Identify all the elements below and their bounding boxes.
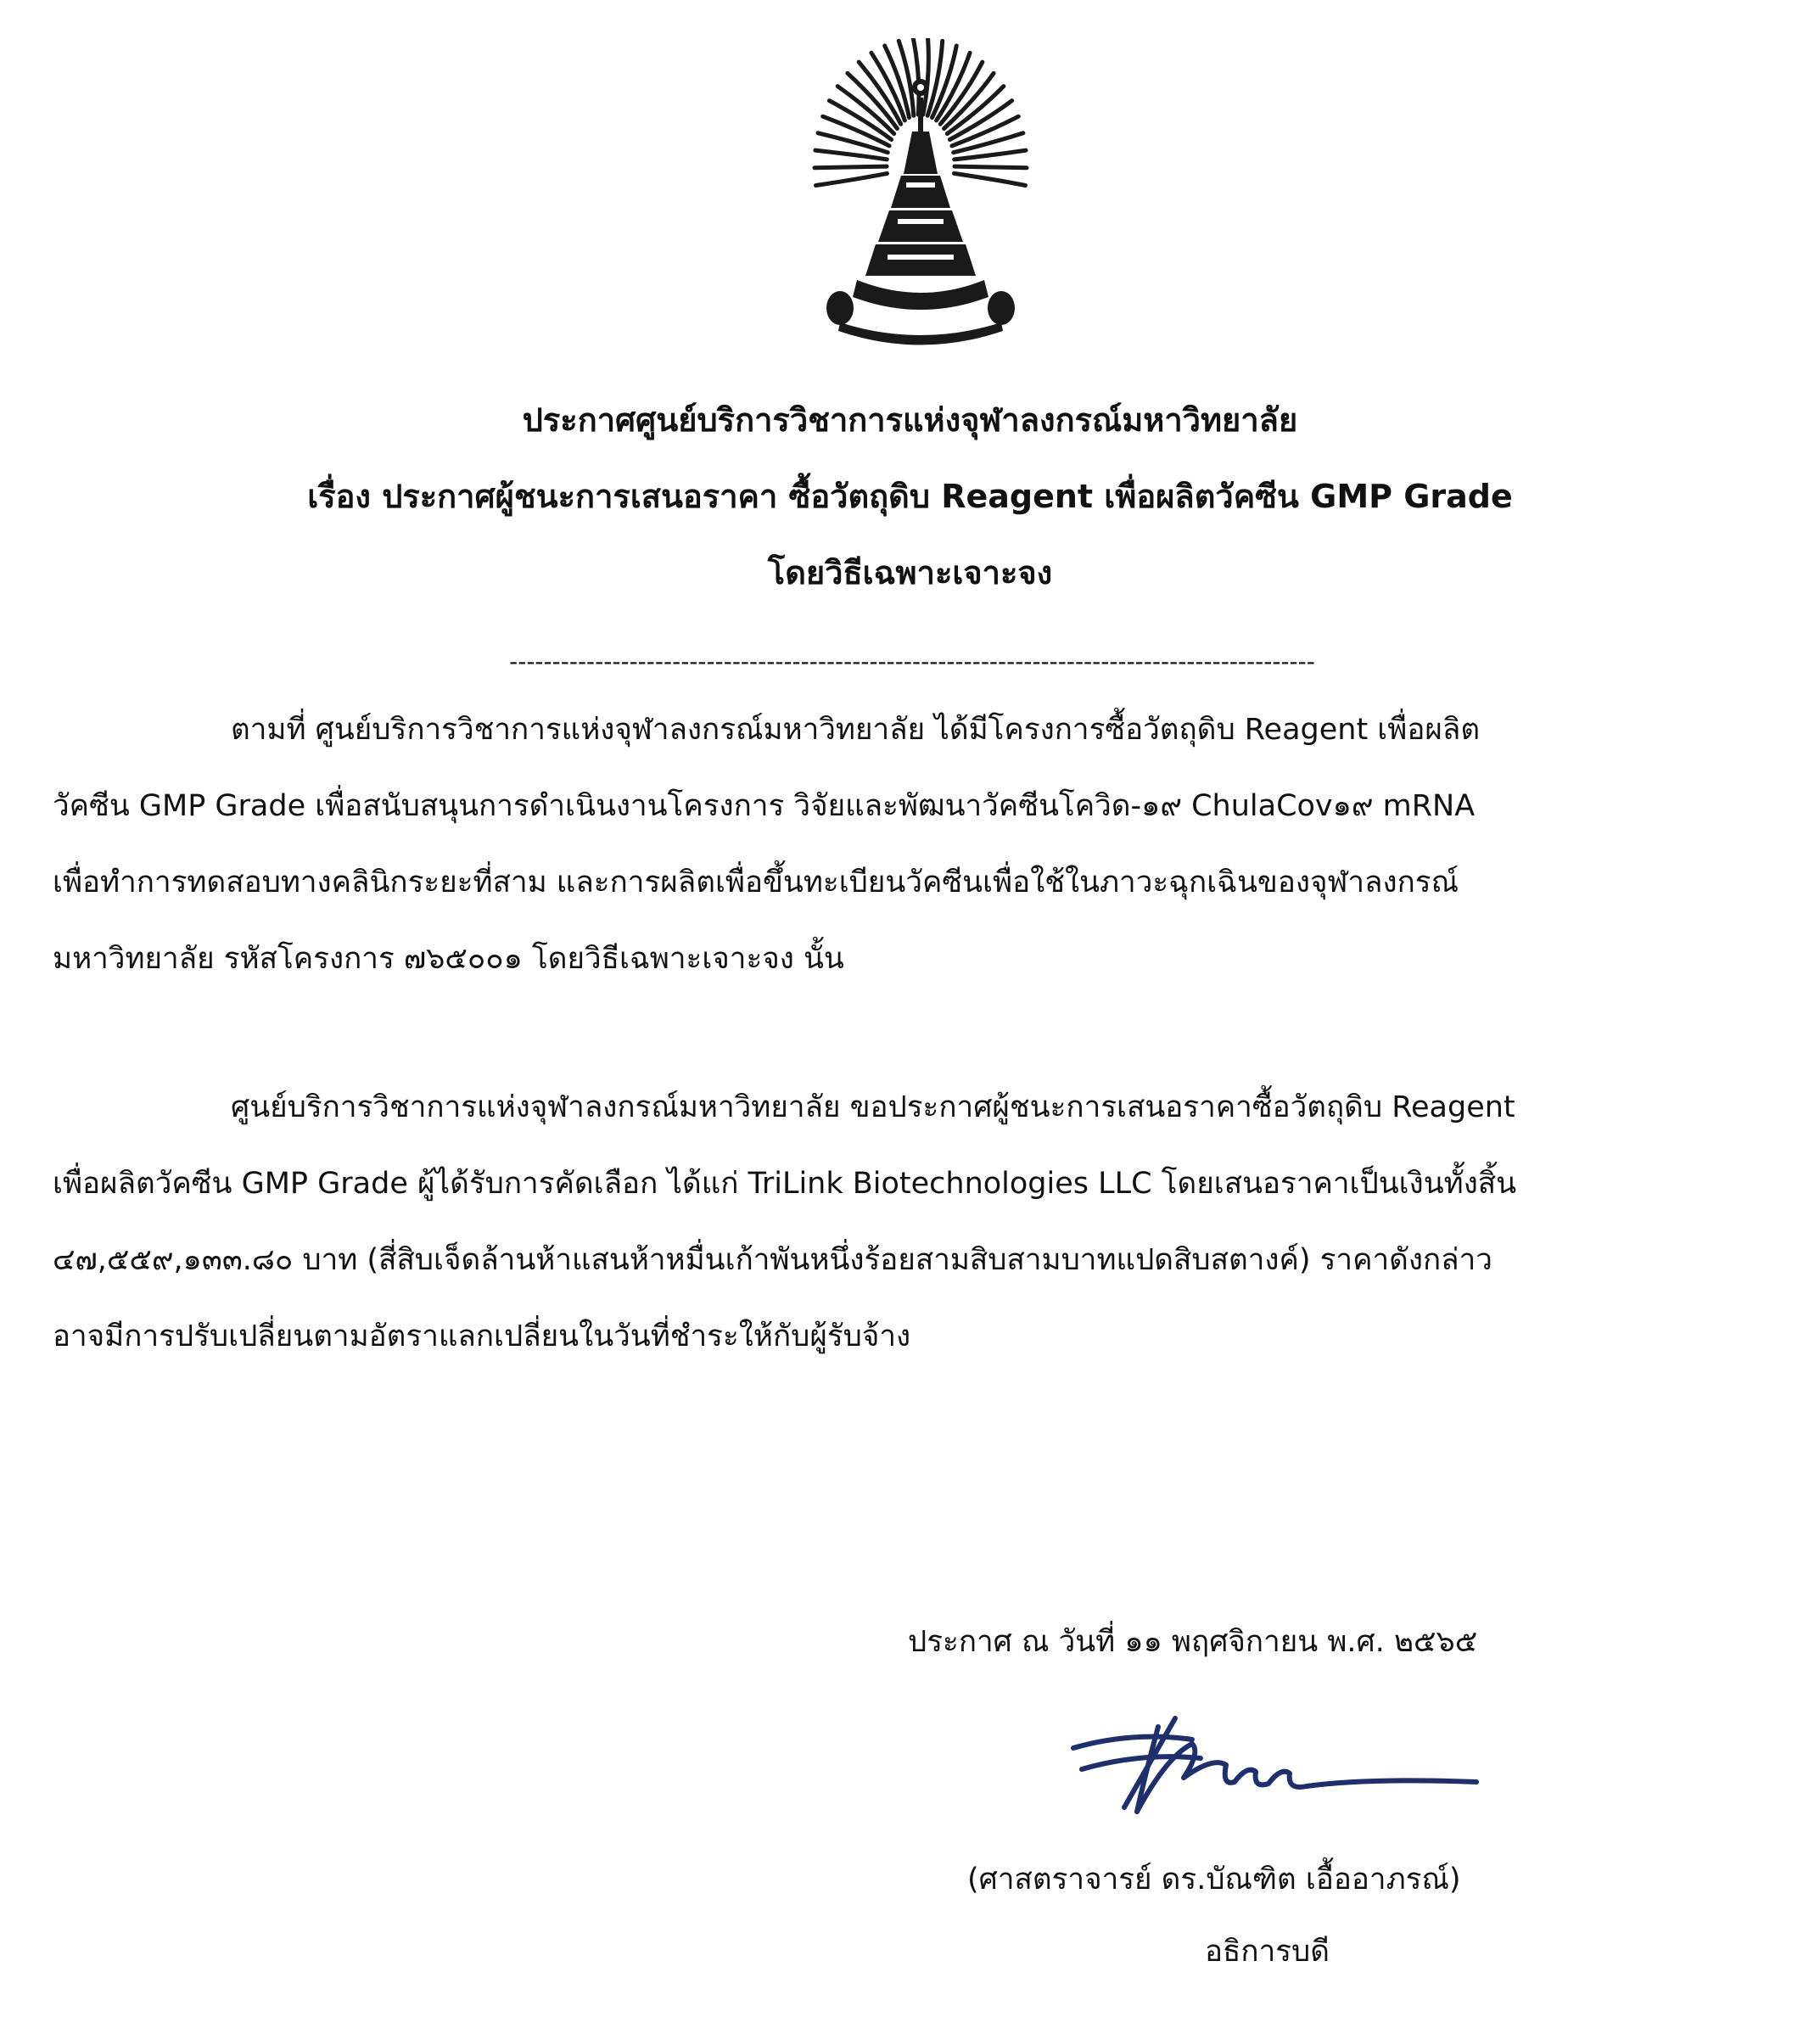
emblem-ray: [818, 133, 888, 153]
paragraph-line: ศูนย์บริการวิชาการแห่งจุฬาลงกรณ์มหาวิทยาลัย ขอประกาศผู้ชนะการเสนอราคาซื้อวัตถุดิบ Reagent: [231, 1090, 1515, 1124]
paragraph-line: เพื่อทำการทดสอบทางคลินิกระยะที่สาม และการผลิตเพื่อขึ้นทะเบียนวัคซีนเพื่อใช้ในภาวะฉุกเฉินของจุฬาลงกรณ์: [53, 866, 1459, 899]
signer-position: อธิการบดี: [1205, 1935, 1330, 1969]
handwritten-signature: [1065, 1706, 1489, 1833]
paragraph-line: มหาวิทยาลัย รหัสโครงการ ๗๖๕๐๐๑ โดยวิธีเฉพาะเจาะจง นั้น: [53, 942, 844, 976]
emblem-ray: [815, 150, 887, 160]
emblem-ray: [815, 166, 887, 168]
university-emblem-logo: [806, 38, 1035, 352]
announcement-method: โดยวิธีเฉพาะเจาะจง: [767, 554, 1053, 591]
paragraph-line: ตามที่ ศูนย์บริการวิชาการแห่งจุฬาลงกรณ์มหาวิทยาลัย ได้มีโครงการซื้อวัตถุดิบ Reagent เพื่อผลิต: [231, 713, 1481, 747]
paragraph-background: [53, 692, 1758, 997]
paragraph-line: ๔๗,๕๕๙,๑๓๓.๘๐ บาท (สี่สิบเจ็ดล้านห้าแสนห้าหมื่นเก้าพันหนึ่งร้อยสามสิบสามบาทแปดสิบสตางค์) ราคาดังกล่าว: [53, 1243, 1492, 1277]
emblem-ray: [816, 173, 888, 185]
paragraph-winner: [53, 1069, 1758, 1375]
dashed-divider: ----------------------------------------------------------------------------------------------: [509, 647, 1315, 675]
emblem-ray: [955, 166, 1027, 168]
signer-name: (ศาสตราจารย์ ดร.บัณฑิต เอื้ออาภรณ์): [967, 1863, 1461, 1897]
emblem-ray: [955, 173, 1026, 185]
announcement-date: ประกาศ ณ วันที่ ๑๑ พฤศจิกายน พ.ศ. ๒๕๖๕: [908, 1625, 1478, 1659]
announcement-subject: เรื่อง ประกาศผู้ชนะการเสนอราคา ซื้อวัตถุดิบ Reagent เพื่อผลิตวัคซีน GMP Grade: [307, 478, 1513, 515]
announcement-title: ประกาศศูนย์บริการวิชาการแห่งจุฬาลงกรณ์มหาวิทยาลัย: [522, 401, 1298, 439]
emblem-ray: [923, 38, 929, 115]
paragraph-line: อาจมีการปรับเปลี่ยนตามอัตราแลกเปลี่ยนในวันที่ชำระให้กับผู้รับจ้าง: [53, 1319, 911, 1353]
paragraph-line: วัคซีน GMP Grade เพื่อสนับสนุนการดำเนินงานโครงการ วิจัยและพัฒนาวัคซีนโควิด-๑๙ ChulaCov๑๙ mRNA: [53, 789, 1476, 823]
paragraph-line: เพื่อผลิตวัคซีน GMP Grade ผู้ได้รับการคัดเลือก ได้แก่ TriLink Biotechnologies LLC โดยเสนอราคาเป็นเงินทั้งสิ้น: [53, 1167, 1517, 1201]
